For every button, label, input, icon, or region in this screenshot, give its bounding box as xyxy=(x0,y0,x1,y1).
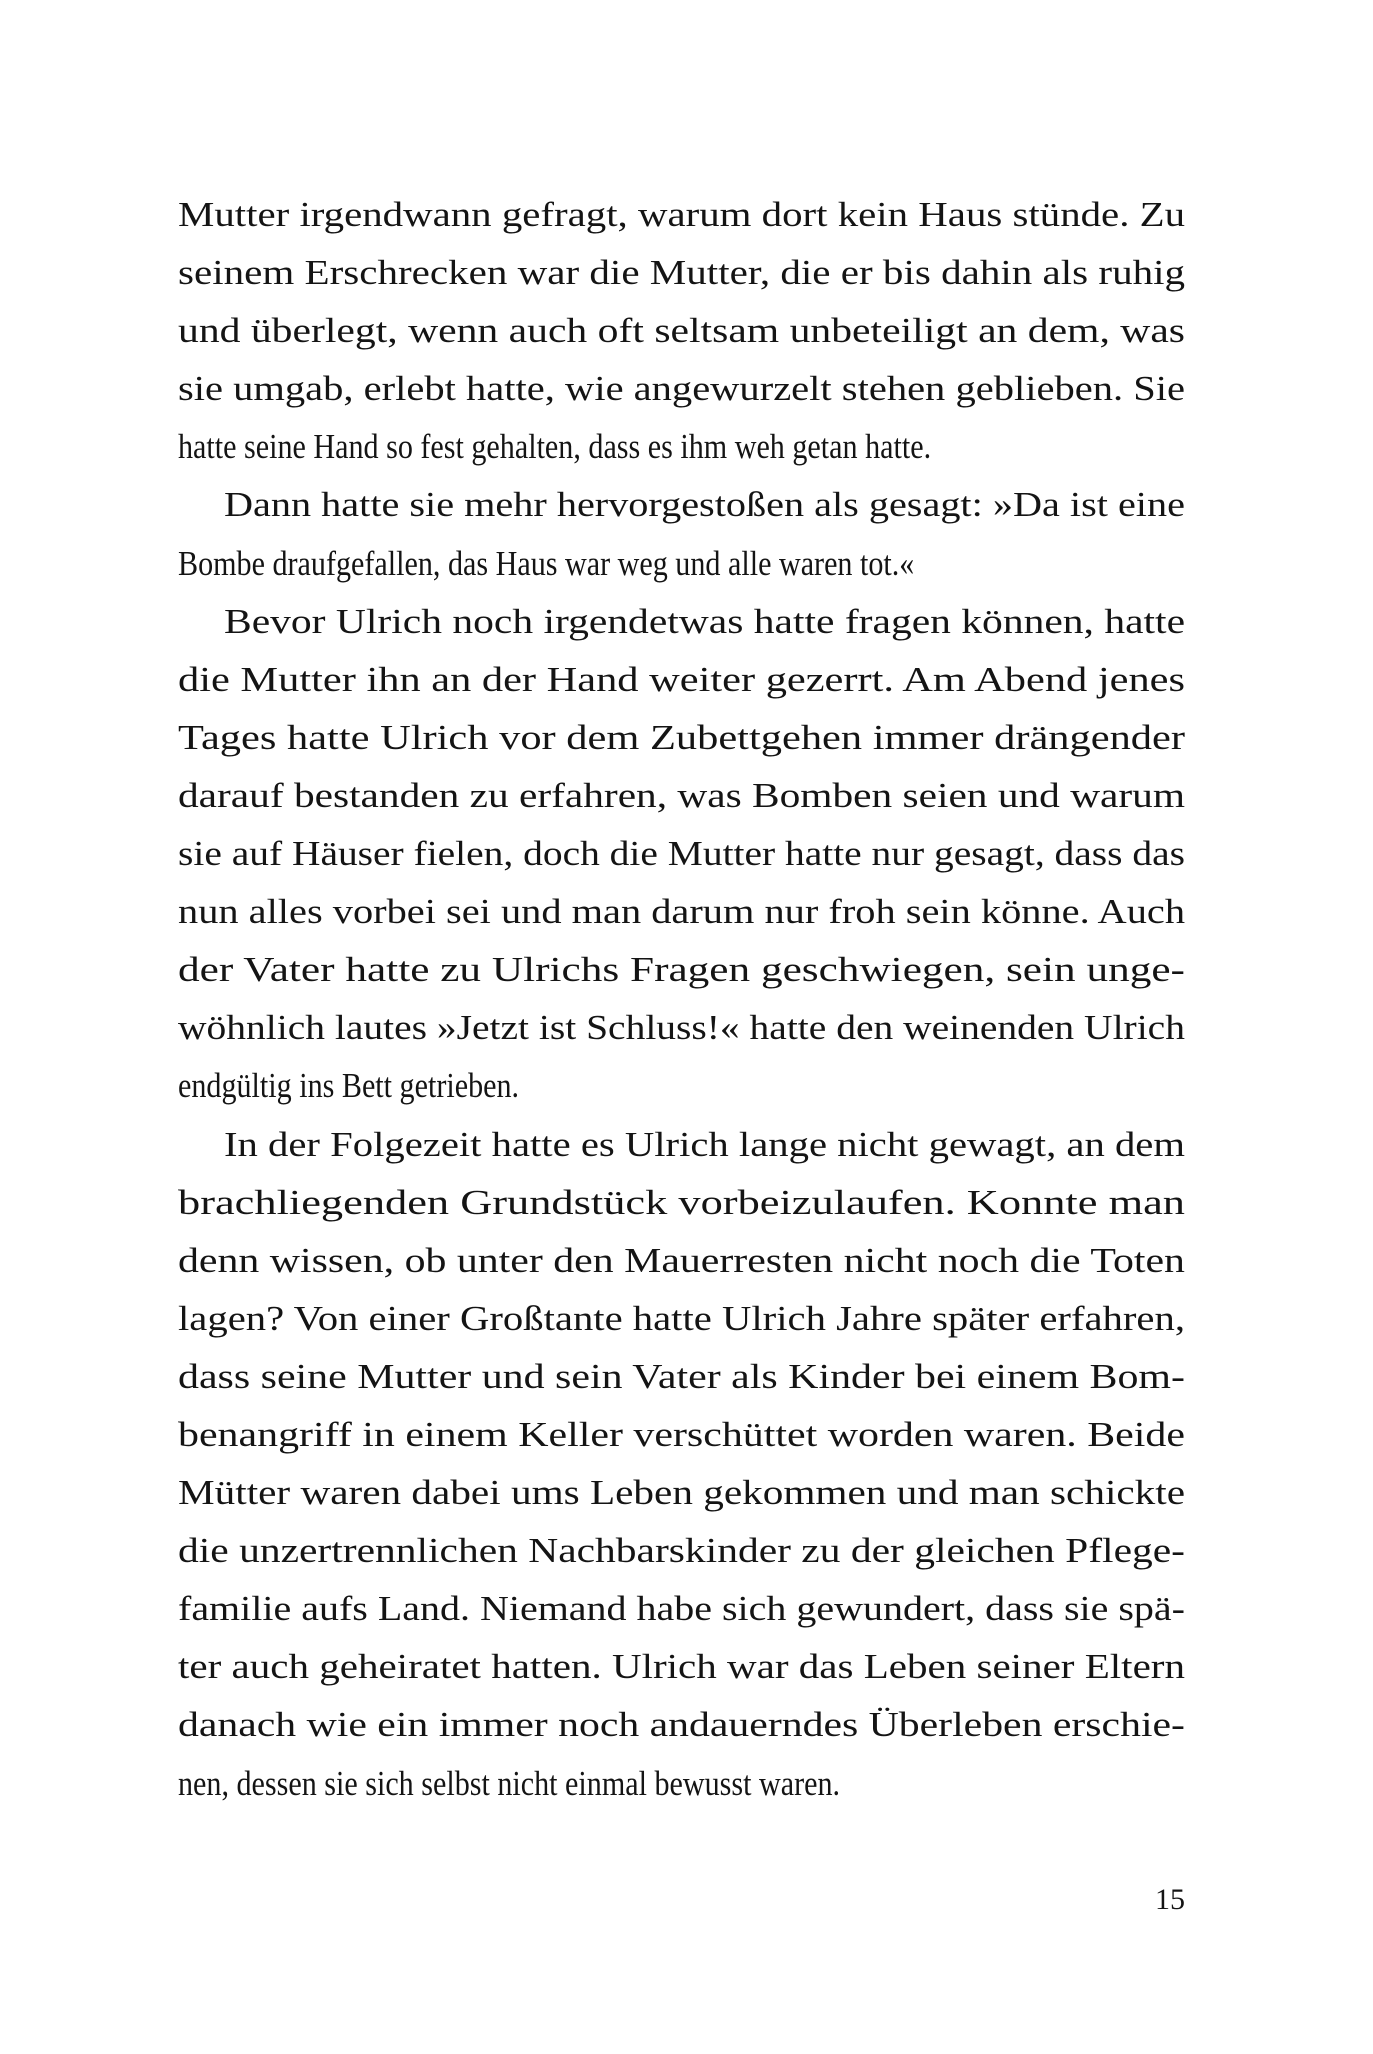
text-line: Bevor Ulrich noch irgendetwas hatte fragen können, hatte xyxy=(224,601,1186,641)
text-line: sie umgab, erlebt hatte, wie angewurzelt stehen geblieben. Sie xyxy=(178,369,1185,409)
text-line: lagen? Von einer Großtante hatte Ulrich Jahre später erfahren, xyxy=(178,1298,1185,1338)
text-line: ter auch geheiratet hatten. Ulrich war das Leben seiner Eltern xyxy=(178,1647,1185,1687)
text-line: die Mutter ihn an der Hand weiter gezerrt. Am Abend jenes xyxy=(178,659,1185,699)
text-line: endgültig ins Bett getrieben. xyxy=(178,1066,520,1106)
text-line: brachliegenden Grundstück vorbeizulaufen. Konnte man xyxy=(178,1182,1185,1222)
body-text xyxy=(178,186,1185,1813)
text-line: Tages hatte Ulrich vor dem Zubettgehen immer drängender xyxy=(178,717,1185,757)
paragraph xyxy=(178,186,1185,476)
text-line: hatte seine Hand so fest gehalten, dass es ihm weh getan hatte. xyxy=(178,427,932,467)
text-line: nen, dessen sie sich selbst nicht einmal bewusst waren. xyxy=(178,1763,841,1803)
text-line: Dann hatte sie mehr hervorgestoßen als gesagt: »Da ist eine xyxy=(224,485,1185,525)
text-line: seinem Erschrecken war die Mutter, die er bis dahin als ruhig xyxy=(178,253,1186,293)
paragraph xyxy=(178,476,1185,592)
paragraph xyxy=(178,593,1185,1116)
text-line: darauf bestanden zu erfahren, was Bomben seien und warum xyxy=(178,775,1186,815)
page-number: 15 xyxy=(1155,1883,1185,1916)
text-line: Mutter irgendwann gefragt, warum dort kein Haus stünde. Zu xyxy=(178,195,1186,234)
text-line: die unzertrennlichen Nachbarskinder zu der gleichen Pflege- xyxy=(178,1531,1185,1571)
text-line: nun alles vorbei sei und man darum nur froh sein könne. Auch xyxy=(178,892,1186,932)
text-line: der Vater hatte zu Ulrichs Fragen geschwiegen, sein unge- xyxy=(178,950,1185,990)
text-line: benangriff in einem Keller verschüttet worden waren. Beide xyxy=(178,1414,1185,1454)
text-line: familie aufs Land. Niemand habe sich gewundert, dass sie spä- xyxy=(178,1589,1185,1629)
text-line: dass seine Mutter und sein Vater als Kinder bei einem Bom- xyxy=(178,1356,1185,1396)
text-line: Mütter waren dabei ums Leben gekommen und man schickte xyxy=(178,1473,1186,1513)
text-line: denn wissen, ob unter den Mauerresten nicht noch die Toten xyxy=(178,1240,1185,1280)
text-line: In der Folgezeit hatte es Ulrich lange nicht gewagt, an dem xyxy=(224,1124,1185,1164)
text-line: sie auf Häuser fielen, doch die Mutter hatte nur gesagt, dass das xyxy=(178,834,1185,874)
text-line: und überlegt, wenn auch oft seltsam unbeteiligt an dem, was xyxy=(178,311,1186,351)
paragraph xyxy=(178,1116,1185,1813)
text-line: Bombe draufgefallen, das Haus war weg und alle waren tot.« xyxy=(178,543,915,583)
text-line: wöhnlich lautes »Jetzt ist Schluss!« hatte den weinenden Ulrich xyxy=(178,1008,1185,1048)
text-line: danach wie ein immer noch andauerndes Überleben erschie- xyxy=(178,1705,1185,1745)
